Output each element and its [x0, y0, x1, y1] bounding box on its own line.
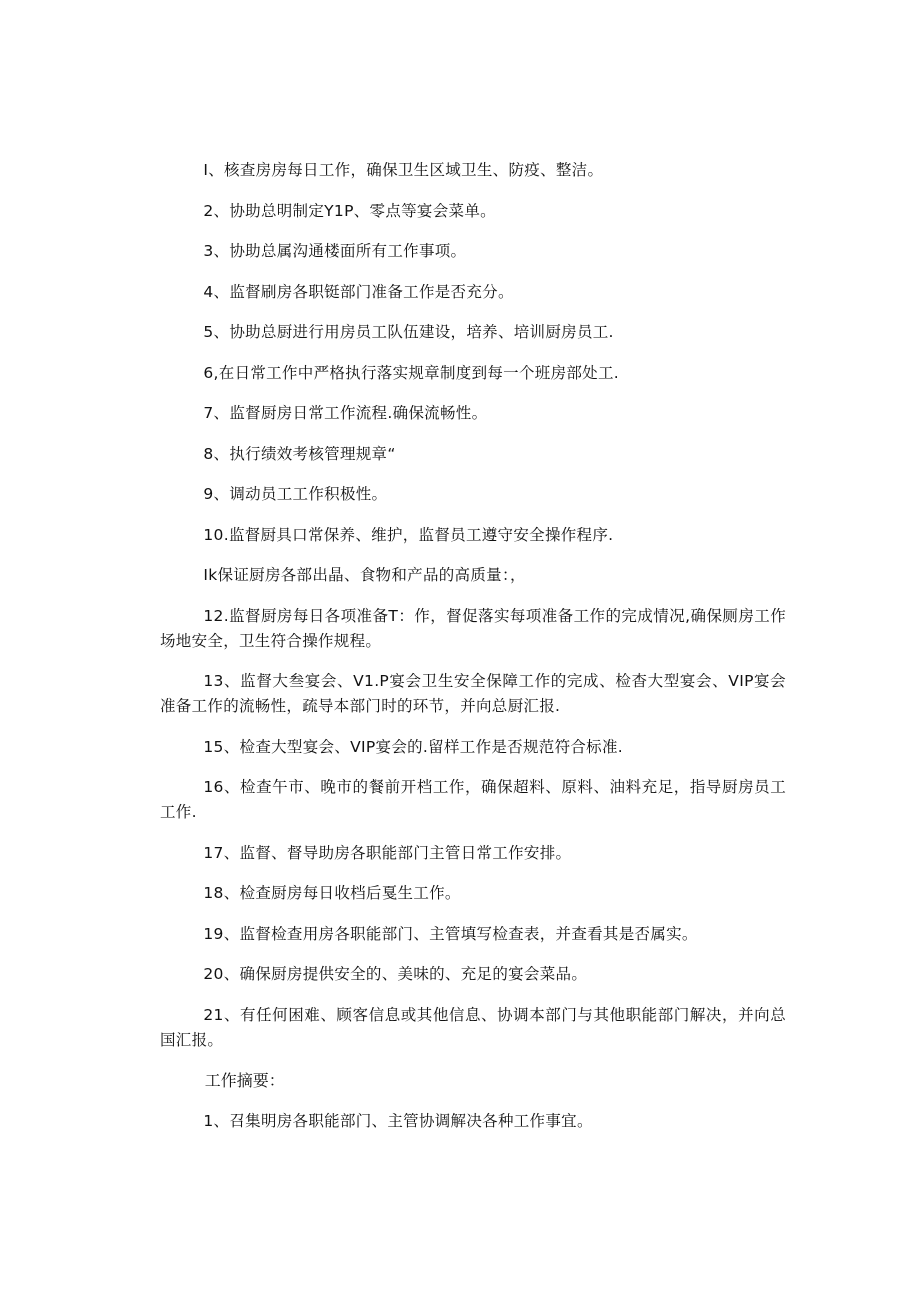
duty-item-20: 20、确保厨房提供安全的、美味的、充足的宴会菜品。	[203, 965, 588, 983]
duty-item-8: 8、执行绩效考核管理规章“	[203, 444, 396, 463]
duty-item-12: 12.监督厨房每日各项准备T：作，督促落实每项准备工作的完成情况,确保厕房工作场地安全，卫生符合操作规程。	[160, 606, 786, 650]
duty-item-6: 6,在日常工作中严格执行落实规章制度到每一个班房部处工.	[203, 363, 620, 382]
duty-item-13: 13、监督大叁宴会、V1.P宴会卫生安全保障工作的完成、检杳大型宴会、VIP宴会准备工作的流畅性，疏导本部门时的环节，并向总厨汇报.	[160, 672, 786, 715]
duty-item-16: 16、检查午市、晚市的餐前开档工作，确保超料、原料、油料充足，指导厨房员工工作.	[160, 778, 786, 821]
duty-item-1: I、核查房房每日工作，确保卫生区域卫生、防疫、整洁。	[203, 161, 604, 179]
summary-item-1: 1、召集明房各职能部门、主管协调解决各种工作事宜。	[203, 1111, 593, 1130]
document-body	[160, 158, 786, 1149]
duty-item-2: 2、协助总明制定Y1P、零点等宴会菜单。	[203, 201, 496, 220]
duty-item-4: 4、监督刷房各职铤部门准备工作是否充分。	[203, 282, 514, 301]
duty-item-11: Ik保证厨房各部出晶、食物和产品的高质量：，	[203, 566, 526, 584]
duty-item-9: 9、调动员工工作积极性。	[203, 485, 388, 503]
duty-item-7: 7、监督厨房日常工作流程.确保流畅性。	[203, 404, 488, 422]
duty-item-3: 3、协助总属沟通楼面所有工作事项。	[203, 242, 467, 260]
duty-item-15: 15、检查大型宴会、VIP宴会的.留样工作是否规范符合标准.	[203, 737, 623, 756]
duty-item-18: 18、检查厨房每日收档后戛生工作。	[203, 884, 461, 902]
duty-item-10: 10.监督厨具口常保养、维护，监督员工遵守安全操作程序.	[203, 525, 614, 544]
summary-heading: 工作摘要：	[204, 1071, 285, 1090]
duty-item-21: 21、有任何困难、顾客信息或其他信息、协调本部门与其他职能部门解决，并向总国汇报。	[160, 1005, 786, 1049]
duty-item-19: 19、监督检查用房各职能部门、主管填写检查表，并查看其是否属实。	[203, 924, 698, 943]
duty-item-5: 5、协助总厨进行用房员工队伍建设，培养、培训厨房员工.	[203, 323, 614, 341]
duty-item-17: 17、监督、督导助房各职能部门主管日常工作安排。	[203, 843, 572, 862]
